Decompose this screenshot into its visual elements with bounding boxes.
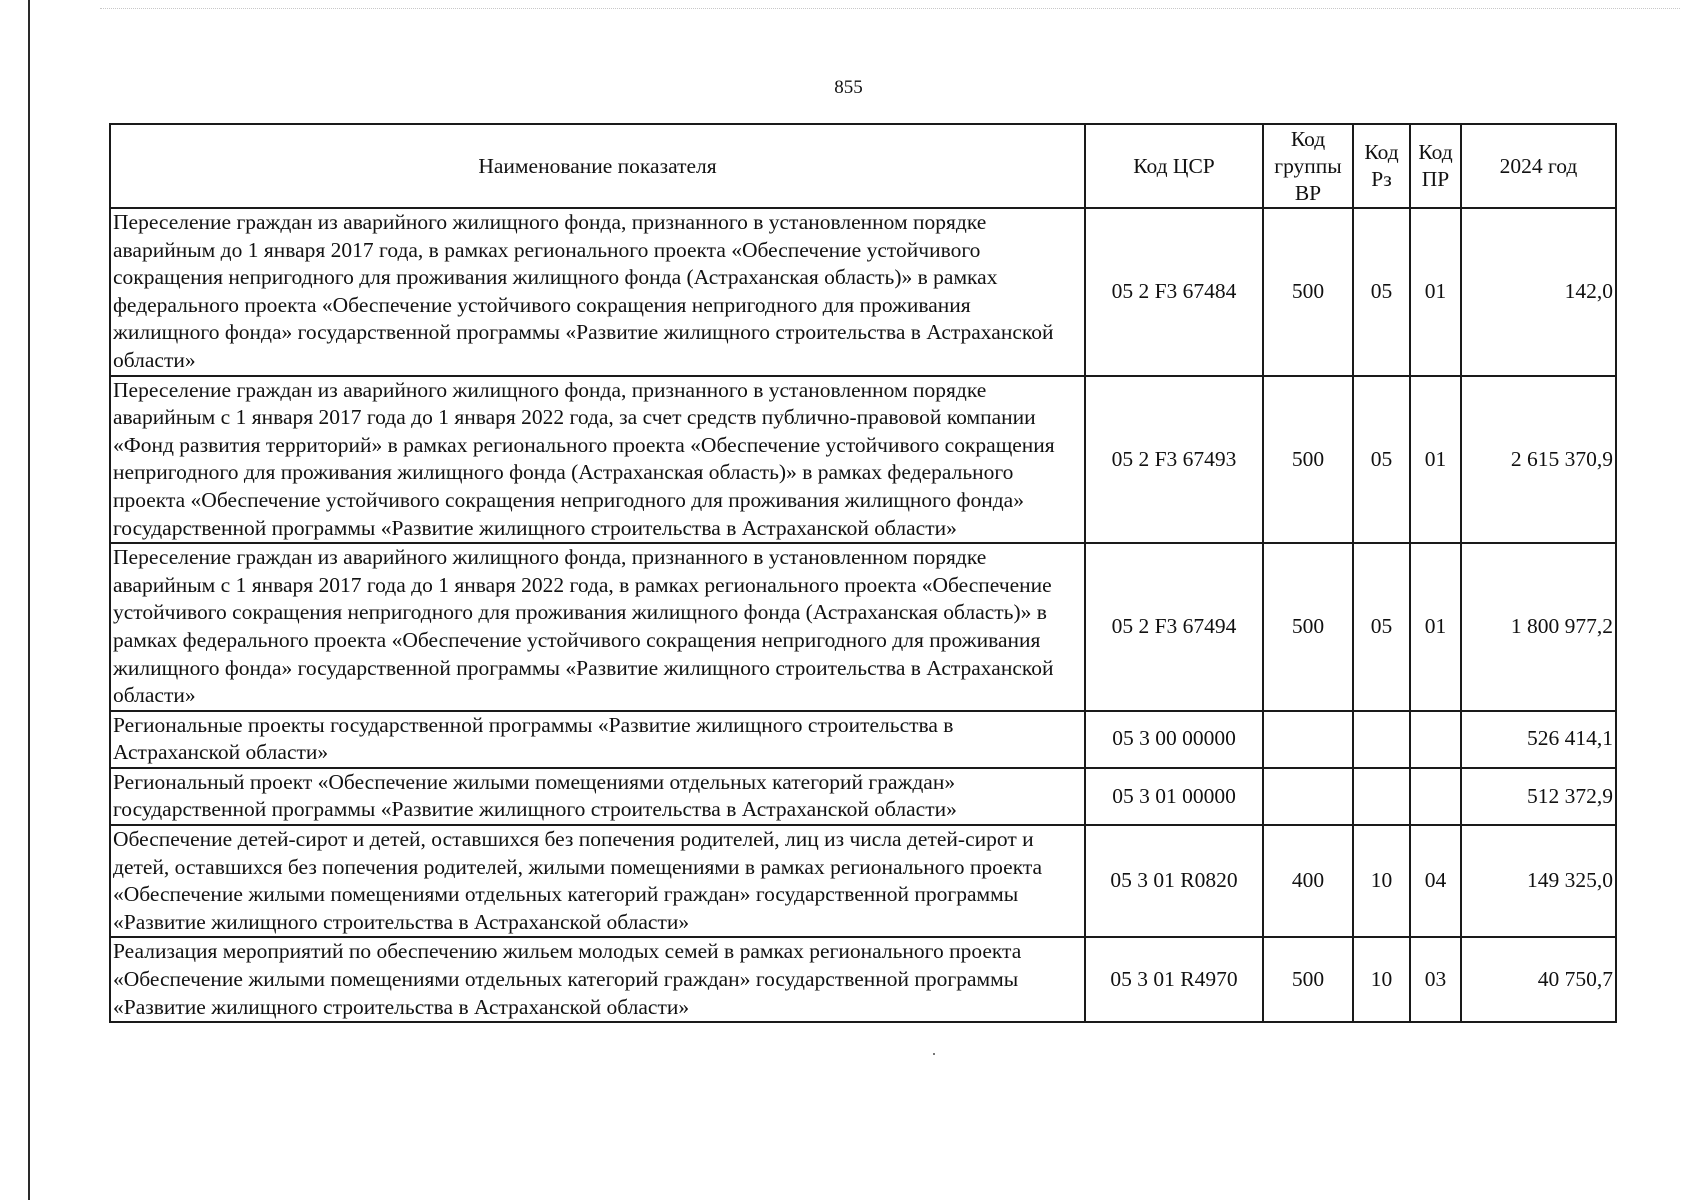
table-header-row [110,124,1616,208]
row-rz-code [1353,768,1410,825]
row-vr-code: 400 [1263,825,1353,937]
row-amount: 2 615 370,9 [1461,376,1616,544]
row-amount: 1 800 977,2 [1461,543,1616,711]
row-pr-code [1410,768,1461,825]
scan-top-artifact [100,8,1680,9]
row-name: Региональный проект «Обеспечение жилыми помещениями отдельных категорий граждан» государственной программы «Развитие жилищного строительства в Астраханской области» [110,768,1085,825]
budget-table [109,123,1617,1023]
row-csr-code: 05 2 F3 67493 [1085,376,1263,544]
row-name: Переселение граждан из аварийного жилищного фонда, признанного в установленном порядке аварийным с 1 января 2017 года до 1 января 2022 года, в рамках регионального проекта «Обеспечение устойчивого сокращения непригодного для проживания жилищного фонда (Астраханская область)» в рамках федерального проекта «Обеспечение устойчивого сокращения непригодного для проживания жилищного фонда» государственной программы «Развитие жилищного строительства в Астраханской области» [110,543,1085,711]
row-vr-code [1263,711,1353,768]
row-rz-code: 05 [1353,543,1410,711]
row-name: Реализация мероприятий по обеспечению жильем молодых семей в рамках регионального проекта «Обеспечение жилыми помещениями отдельных категорий граждан» государственной программы «Развитие жилищного строительства в Астраханской области» [110,937,1085,1022]
scan-binding-edge [28,0,30,1200]
row-vr-code: 500 [1263,543,1353,711]
page-number: 855 [834,77,863,98]
header-year-2024: 2024 год [1461,124,1616,208]
row-csr-code: 05 2 F3 67484 [1085,208,1263,376]
row-csr-code: 05 3 01 R0820 [1085,825,1263,937]
header-rz-code: Код Рз [1353,124,1410,208]
header-name: Наименование показателя [110,124,1085,208]
row-pr-code: 01 [1410,543,1461,711]
row-name: Переселение граждан из аварийного жилищного фонда, признанного в установленном порядке аварийным с 1 января 2017 года до 1 января 2022 года, за счет средств публично-правовой компании «Фонд развития территорий» в рамках регионального проекта «Обеспечение устойчивого сокращения непригодного для проживания жилищного фонда (Астраханская область)» в рамках федерального проекта «Обеспечение устойчивого сокращения непригодного для проживания жилищного фонда» государственной программы «Развитие жилищного строительства в Астраханской области» [110,376,1085,544]
row-rz-code [1353,711,1410,768]
row-csr-code: 05 3 01 R4970 [1085,937,1263,1022]
row-name: Региональные проекты государственной программы «Развитие жилищного строительства в Астраханской области» [110,711,1085,768]
table-row [110,376,1616,544]
table-row [110,768,1616,825]
row-vr-code: 500 [1263,208,1353,376]
row-amount: 142,0 [1461,208,1616,376]
row-csr-code: 05 3 01 00000 [1085,768,1263,825]
row-vr-code: 500 [1263,376,1353,544]
row-rz-code: 05 [1353,208,1410,376]
row-pr-code [1410,711,1461,768]
row-csr-code: 05 2 F3 67494 [1085,543,1263,711]
header-vr-code: Код группы ВР [1263,124,1353,208]
row-pr-code: 01 [1410,208,1461,376]
row-amount: 40 750,7 [1461,937,1616,1022]
row-amount: 149 325,0 [1461,825,1616,937]
row-amount: 526 414,1 [1461,711,1616,768]
table-row [110,937,1616,1022]
header-pr-code: Код ПР [1410,124,1461,208]
row-vr-code: 500 [1263,937,1353,1022]
row-pr-code: 01 [1410,376,1461,544]
row-amount: 512 372,9 [1461,768,1616,825]
table-row [110,825,1616,937]
header-csr-code: Код ЦСР [1085,124,1263,208]
row-vr-code [1263,768,1353,825]
table-row [110,208,1616,376]
row-rz-code: 10 [1353,825,1410,937]
row-rz-code: 10 [1353,937,1410,1022]
row-csr-code: 05 3 00 00000 [1085,711,1263,768]
row-name: Обеспечение детей-сирот и детей, оставшихся без попечения родителей, лиц из числа детей-сирот и детей, оставшихся без попечения родителей, жилыми помещениями в рамках регионального проекта «Обеспечение жилыми помещениями отдельных категорий граждан» государственной программы «Развитие жилищного строительства в Астраханской области» [110,825,1085,937]
row-pr-code: 04 [1410,825,1461,937]
row-name: Переселение граждан из аварийного жилищного фонда, признанного в установленном порядке аварийным до 1 января 2017 года, в рамках регионального проекта «Обеспечение устойчивого сокращения непригодного для проживания жилищного фонда (Астраханская область)» в рамках федерального проекта «Обеспечение устойчивого сокращения непригодного для проживания жилищного фонда» государственной программы «Развитие жилищного строительства в Астраханской области» [110,208,1085,376]
table-row [110,711,1616,768]
row-rz-code: 05 [1353,376,1410,544]
scan-speck [933,1053,935,1055]
row-pr-code: 03 [1410,937,1461,1022]
table-row [110,543,1616,711]
